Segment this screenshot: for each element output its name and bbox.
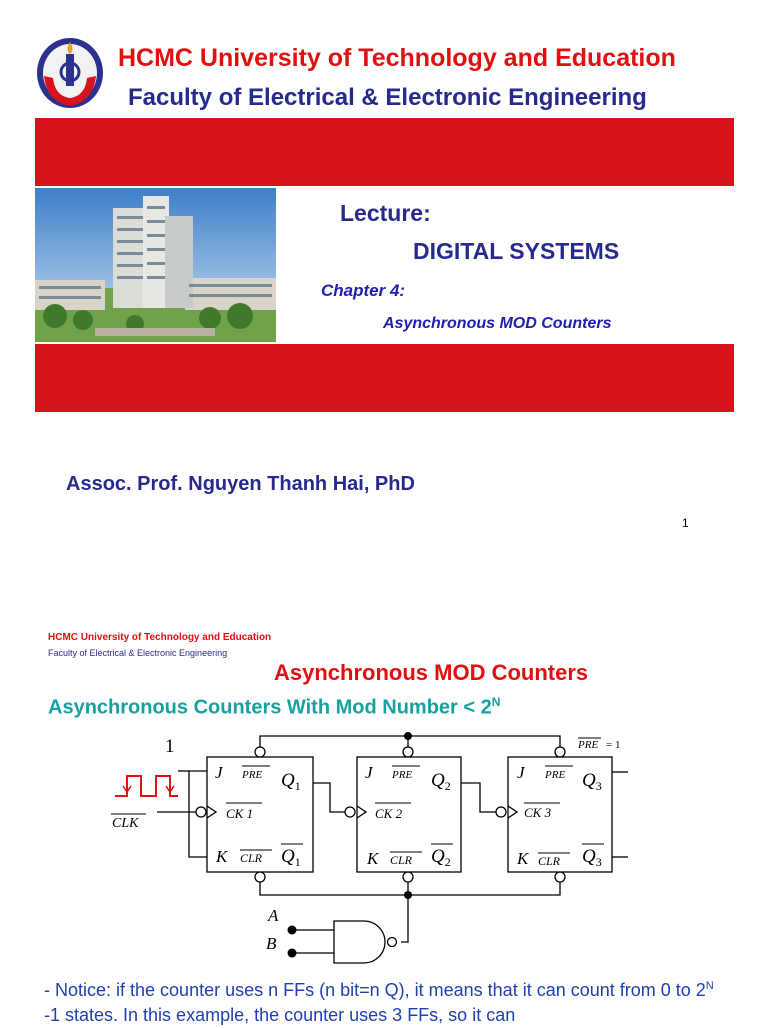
- q2-to-ck3-wire: [461, 783, 496, 812]
- author-name: Assoc. Prof. Nguyen Thanh Hai, PhD: [66, 473, 415, 495]
- notice-text: [44, 974, 734, 1028]
- pre-bubble-1: [255, 747, 265, 757]
- clk-label: CLK: [112, 816, 139, 831]
- q1-to-ck2-wire: [313, 783, 345, 812]
- ff1-k-label: K: [216, 847, 228, 866]
- bottom-red-band: [35, 344, 734, 412]
- ff2-pre-label: PRE: [392, 769, 413, 781]
- clr-bubble-2: [403, 872, 413, 882]
- pre-note-value: = 1: [606, 739, 621, 751]
- subtitle-text: Asynchronous Counters With Mod Number < 2: [48, 696, 492, 719]
- input-one-label: 1: [165, 736, 175, 757]
- pre-note-label: PRE: [578, 739, 599, 751]
- university-logo-icon: [35, 36, 105, 110]
- slide2-university-name: HCMC University of Technology and Education: [48, 632, 272, 643]
- ff2-qbar-label: $Q_2$: [431, 846, 451, 869]
- top-red-band: [35, 118, 734, 186]
- ff1-j-label: J: [215, 763, 223, 782]
- input-b-label: B: [266, 934, 277, 953]
- ff2-clr-label: CLR: [390, 853, 413, 867]
- ff1-clr-label: CLR: [240, 851, 263, 865]
- page-number: 1: [682, 516, 689, 530]
- mod-counter-circuit-diagram: [100, 728, 660, 968]
- slide2-title: Asynchronous MOD Counters: [274, 660, 589, 685]
- subtitle-superscript: N: [491, 695, 501, 709]
- ff1-q-label: $Q_1$: [281, 770, 301, 793]
- ff1-pre-label: PRE: [242, 769, 263, 781]
- clr-bubble-1: [255, 872, 265, 882]
- ff3-j-label: J: [517, 763, 525, 782]
- chapter-topic: Asynchronous MOD Counters: [383, 315, 612, 332]
- notice-part-1: - Notice: if the counter uses n FFs (n bit=n Q), it means that it can count from 0 to 2: [44, 980, 706, 1000]
- input-a-label: A: [268, 906, 279, 925]
- pre-bubble-3: [555, 747, 565, 757]
- course-title: DIGITAL SYSTEMS: [413, 238, 620, 264]
- pre-bubble-2: [403, 747, 413, 757]
- faculty-name: Faculty of Electrical & Electronic Engineering: [128, 84, 647, 111]
- ff3-clr-label: CLR: [538, 854, 561, 868]
- notice-superscript: N: [705, 980, 714, 992]
- ff3-k-label: K: [517, 849, 529, 868]
- nand-gate: [334, 921, 385, 963]
- university-name: HCMC University of Technology and Education: [118, 44, 676, 72]
- ff1-qbar-label: $Q_1$: [281, 846, 301, 869]
- ff1-ck-label: CK 1: [226, 806, 254, 821]
- ff2-j-label: J: [365, 763, 373, 782]
- slide2-subtitle: [48, 695, 500, 720]
- ff3-qbar-label: $Q_3$: [582, 846, 602, 869]
- ff3-pre-label: PRE: [545, 769, 566, 781]
- ff3-ck-label: CK 3: [524, 805, 552, 820]
- chapter-label: Chapter 4:: [321, 281, 406, 300]
- ff3-q-label: $Q_3$: [582, 770, 602, 793]
- ff2-ck-label: CK 2: [375, 806, 403, 821]
- notice-part-2: -1 states. In this example, the counter uses 3 FFs, so it can: [44, 1005, 516, 1025]
- lecture-label: Lecture:: [340, 200, 431, 226]
- campus-building-image: [35, 188, 276, 342]
- slide2-faculty-name: Faculty of Electrical & Electronic Engineering: [48, 648, 228, 658]
- ff2-q-label: $Q_2$: [431, 770, 451, 793]
- clr-bubble-3: [555, 872, 565, 882]
- ff2-k-label: K: [367, 849, 379, 868]
- clock-pulse-icon: [115, 776, 178, 796]
